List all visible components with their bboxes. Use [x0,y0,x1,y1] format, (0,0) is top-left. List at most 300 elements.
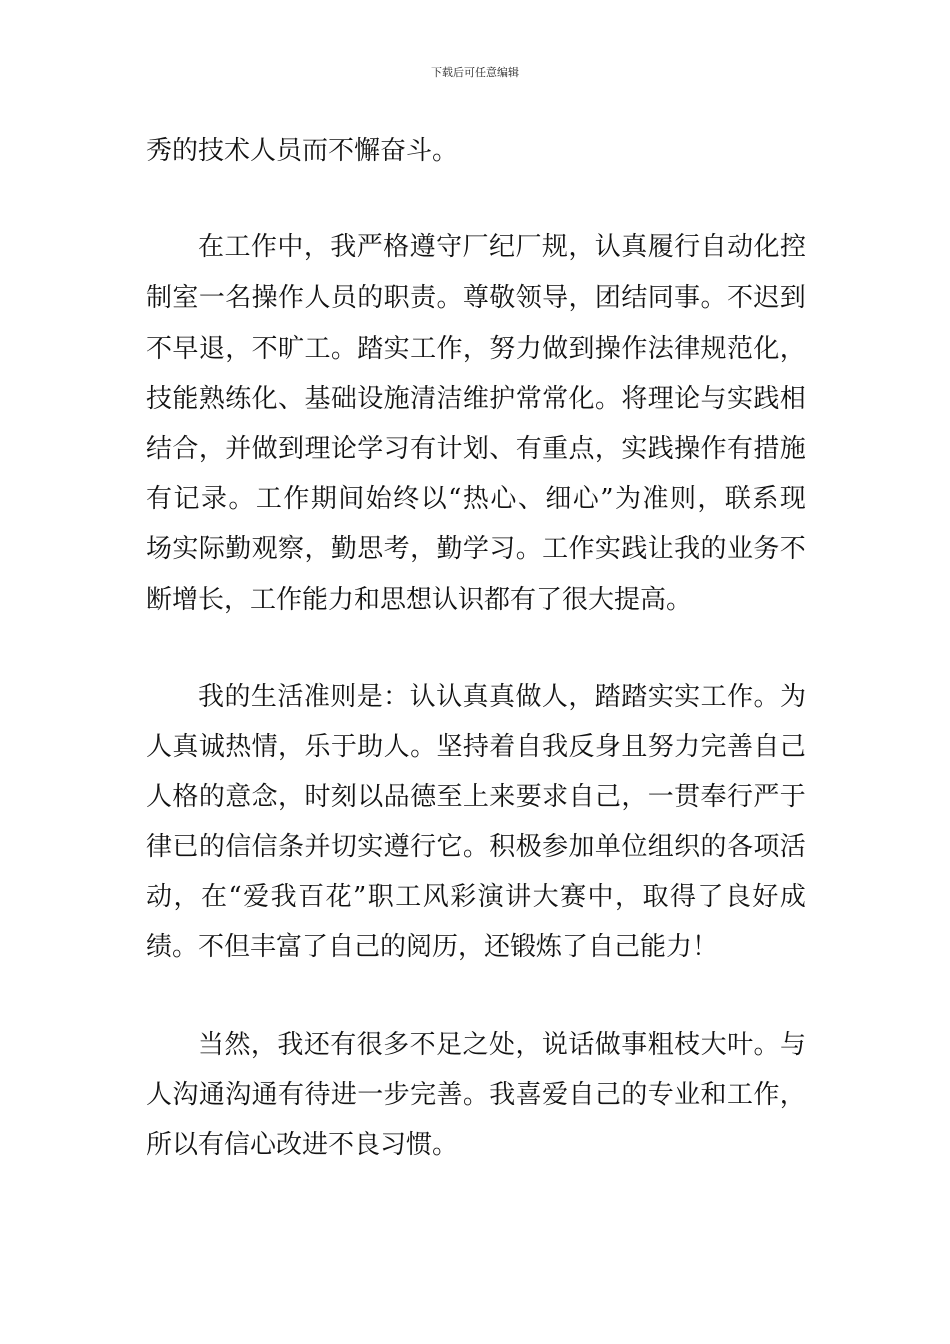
character: 组 [647,832,674,862]
character: 际 [198,534,225,564]
character: 我 [489,1080,516,1110]
character: 习 [489,534,516,564]
character: 名 [225,283,252,313]
character: 的 [621,1080,648,1110]
character: 演 [477,882,504,912]
character: 记 [173,484,200,514]
character: 律 [146,832,173,862]
character: 。 [410,732,437,762]
character: 。 [515,534,542,564]
character: 员 [330,283,357,313]
character: 的 [357,283,384,313]
character: 计 [436,434,463,464]
character: 格 [172,782,199,812]
character: 规 [541,232,568,262]
character: “ [228,882,242,912]
character: 厂 [462,232,489,262]
character: 终 [393,484,420,514]
character: 遵 [383,832,410,862]
character: 常 [515,384,542,414]
character: 还 [303,1030,330,1060]
character: 念 [251,782,278,812]
character: ， [568,283,595,313]
character: 业 [726,534,753,564]
character: 和 [700,1080,727,1110]
paragraph-line [198,232,806,262]
character: 己 [594,1080,621,1110]
character: 作 [250,232,277,262]
character: ， [410,534,437,564]
character: 合 [172,434,199,464]
character: 活 [277,682,304,712]
character: 律 [674,334,701,364]
character: 之 [462,1030,489,1060]
character: 系 [752,484,779,514]
character: 求 [542,782,569,812]
character: 工 [726,1080,753,1110]
character: 操 [674,434,701,464]
paragraph-line: 绩。不但丰富了自己的阅历，还锻炼了自己能力！ [146,932,719,962]
character: 活 [779,832,806,862]
character: 足 [436,1030,463,1060]
character: 枝 [674,1030,701,1060]
character: 职 [383,283,410,313]
character: 粗 [647,1030,674,1060]
character: 录 [200,484,227,514]
character: 热 [462,484,489,514]
character: 爱 [243,882,270,912]
character: 做 [542,334,569,364]
character: “ [448,484,462,514]
paragraph-line: 所以有信心改进不良习惯。 [146,1130,459,1160]
character: 信 [225,832,252,862]
character: 各 [726,832,753,862]
character: 坚 [436,732,463,762]
character: 大 [532,882,559,912]
character: ， [779,1080,806,1110]
character: 自 [568,782,595,812]
character: 赛 [560,882,587,912]
character: 有 [146,484,173,514]
character: 以 [357,782,384,812]
character: 技 [146,384,173,414]
character: 加 [568,832,595,862]
character: 于 [330,732,357,762]
character: 话 [568,1030,595,1060]
character: 有 [515,434,542,464]
character: 、 [517,484,544,514]
character: 切 [330,832,357,862]
character: 真 [172,732,199,762]
character: 遵 [409,232,436,262]
character: 责 [410,283,437,313]
character: 作 [436,334,463,364]
character: 作 [700,434,727,464]
character: 。 [462,1080,489,1110]
character: 领 [515,283,542,313]
paragraph-line [146,882,806,912]
paragraph-line [146,434,806,464]
character: 将 [621,384,648,414]
character: 己 [594,782,621,812]
character: 认 [594,232,621,262]
character: 意 [225,782,252,812]
character: 。 [228,484,255,514]
character: 位 [621,832,648,862]
character: 于 [779,782,806,812]
character: ， [568,682,595,712]
paragraph-line: 秀的技术人员而不懈奋斗。 [146,136,459,166]
character: 作 [727,682,754,712]
character: 认 [436,682,463,712]
character: 做 [515,682,542,712]
character: 当 [198,1030,225,1060]
character: 实 [172,534,199,564]
character: 项 [753,832,780,862]
character: 实 [674,682,701,712]
character: 织 [674,832,701,862]
character: 常 [542,384,569,414]
character: ， [515,1030,542,1060]
character: 为 [615,484,642,514]
character: 中 [277,232,304,262]
character: 沟 [172,1080,199,1110]
character: 生 [250,682,277,712]
character: 维 [462,384,489,414]
character: 思 [357,534,384,564]
character: 作 [753,1080,780,1110]
character: 它 [436,832,463,862]
character: 熟 [198,384,225,414]
character: 厂 [515,232,542,262]
character: 到 [278,434,305,464]
character: 有 [330,1030,357,1060]
character: 洁 [436,384,463,414]
character: 心 [572,484,599,514]
character: 以 [420,484,447,514]
character: ， [568,232,595,262]
character: 真 [621,232,648,262]
character: 范 [726,334,753,364]
character: 有 [726,434,753,464]
character: 敬 [489,283,516,313]
character: 良 [724,882,751,912]
character: ， [278,732,305,762]
character: 人 [383,732,410,762]
character: 上 [462,782,489,812]
character: 诚 [198,732,225,762]
character: 叶 [727,1030,754,1060]
paragraph-line [146,1080,806,1110]
character: 不 [409,1030,436,1060]
character: 讲 [505,882,532,912]
character: 践 [647,434,674,464]
character: 人 [146,1080,173,1110]
character: 并 [225,434,252,464]
character: ， [697,484,724,514]
character: 础 [330,384,357,414]
character: 品 [383,782,410,812]
character: 纪 [488,232,515,262]
character: 着 [489,732,516,762]
character: 且 [621,732,648,762]
character: 情 [251,732,278,762]
character: 人 [146,782,173,812]
character: 与 [700,384,727,414]
character: 务 [753,534,780,564]
paragraph-line [146,732,806,762]
character: 职 [367,882,394,912]
character: 刻 [330,782,357,812]
character: 早 [172,334,199,364]
character: 得 [669,882,696,912]
character: 步 [383,1080,410,1110]
character: 格 [383,232,410,262]
character: 做 [594,1030,621,1060]
character: 实 [621,434,648,464]
character: 成 [779,882,806,912]
character: 间 [338,484,365,514]
character: 工 [395,882,422,912]
character: 动 [146,882,173,912]
character: 取 [642,882,669,912]
character: 时 [304,782,331,812]
character: 人 [304,283,331,313]
paragraph-line [146,782,806,812]
character: 我 [674,534,701,564]
character: 现 [779,484,806,514]
character: 一 [647,782,674,812]
character: 专 [647,1080,674,1110]
character: 真 [462,682,489,712]
character: 工 [304,334,331,364]
character: ， [198,434,225,464]
character: 我 [198,682,225,712]
character: 的 [198,832,225,862]
character: 己 [779,732,806,762]
character: 乐 [304,732,331,762]
character: 自 [753,732,780,762]
character: 。 [753,682,780,712]
character: 了 [697,882,724,912]
character: 行 [726,782,753,812]
character: 多 [383,1030,410,1060]
character: 不 [146,334,173,364]
character: 导 [542,283,569,313]
character: 完 [410,1080,437,1110]
character: ， [779,334,806,364]
character: 习 [383,434,410,464]
character: 操 [594,334,621,364]
character: 至 [436,782,463,812]
character: 自 [568,1080,595,1110]
character: 作 [621,334,648,364]
character: 到 [568,334,595,364]
character: 。 [462,832,489,862]
character: 工 [542,534,569,564]
character: 善 [436,1080,463,1110]
character: 论 [330,434,357,464]
character: 自 [700,232,727,262]
character: 喜 [515,1080,542,1110]
paragraph-line [198,682,806,712]
character: ” [600,484,614,514]
character: 严 [753,782,780,812]
character: 善 [726,732,753,762]
character: 人 [146,732,173,762]
character: 好 [752,882,779,912]
character: 让 [647,534,674,564]
character: 操 [251,283,278,313]
character: 力 [515,334,542,364]
character: 踏 [594,682,621,712]
character: 勤 [225,534,252,564]
character: 说 [541,1030,568,1060]
character: 的 [224,682,251,712]
character: 单 [594,832,621,862]
character: 真 [488,682,515,712]
character: 施 [779,434,806,464]
character: ， [173,882,200,912]
character: ， [303,232,330,262]
character: ， [615,882,642,912]
character: 贯 [674,782,701,812]
character: 则 [330,682,357,712]
character: ， [462,334,489,364]
character: 积 [489,832,516,862]
character: 始 [365,484,392,514]
character: 实 [647,682,674,712]
character: 准 [303,682,330,712]
character: 。 [330,334,357,364]
character: 事 [674,283,701,313]
character: 点 [568,434,595,464]
character: ， [621,782,648,812]
character: 。 [700,283,727,313]
character: ， [250,1030,277,1060]
character: 护 [489,384,516,414]
character: 化 [753,232,780,262]
character: 信 [251,832,278,862]
character: 努 [647,732,674,762]
character: 自 [515,732,542,762]
character: 室 [172,283,199,313]
character: 在 [200,882,227,912]
character: 团 [594,283,621,313]
character: 一 [198,283,225,313]
character: ， [304,534,331,564]
character: 我 [270,882,297,912]
character: 化 [568,384,595,414]
character: 退 [198,334,225,364]
character: 。 [436,283,463,313]
character: 风 [422,882,449,912]
character: 理 [647,384,674,414]
character: 实 [726,384,753,414]
character: 学 [462,534,489,564]
character: 划 [462,434,489,464]
character: 。 [594,384,621,414]
character: 学 [357,434,384,464]
character: 行 [674,232,701,262]
character: 考 [383,534,410,564]
character: 要 [515,782,542,812]
character: 处 [488,1030,515,1060]
character: 作 [283,484,310,514]
character: 能 [172,384,199,414]
character: 我 [542,732,569,762]
character: 勤 [436,534,463,564]
character: 的 [198,782,225,812]
character: 作 [278,283,305,313]
character: 论 [674,384,701,414]
paragraph-line [198,1030,806,1060]
character: 彩 [450,882,477,912]
character: 来 [489,782,516,812]
character: 同 [647,283,674,313]
character: 细 [545,484,572,514]
character: 踏 [357,334,384,364]
character: 基 [304,384,331,414]
character: 花 [325,882,352,912]
paragraph-line [146,832,806,862]
character: 践 [621,534,648,564]
character: 有 [278,1080,305,1110]
character: 做 [251,434,278,464]
paragraph-line [146,534,806,564]
character: 练 [225,384,252,414]
character: 有 [410,434,437,464]
character: 已 [172,832,199,862]
character: 相 [779,384,806,414]
character: 极 [515,832,542,862]
character: 事 [621,1030,648,1060]
character: 工 [410,334,437,364]
character: 德 [410,782,437,812]
character: 反 [568,732,595,762]
character: 大 [700,1030,727,1060]
character: 通 [251,1080,278,1110]
character: 业 [674,1080,701,1110]
character: 中 [587,882,614,912]
paragraph-line: 断增长，工作能力和思想认识都有了很大提高。 [146,585,693,615]
character: 是 [356,682,383,712]
character: 并 [304,832,331,862]
character: 不 [726,283,753,313]
character: 严 [356,232,383,262]
character: 与 [779,1030,806,1060]
character: 旷 [278,334,305,364]
character: 作 [568,534,595,564]
paragraph-line [146,283,806,313]
character: 为 [779,682,806,712]
character: 、 [489,434,516,464]
character: 完 [700,732,727,762]
character: 实 [357,832,384,862]
character: 在 [198,232,225,262]
character: 通 [198,1080,225,1110]
character: 准 [642,484,669,514]
character: 结 [146,434,173,464]
character: 人 [541,682,568,712]
character: 认 [409,682,436,712]
character: 期 [310,484,337,514]
character: 爱 [542,1080,569,1110]
character: 奉 [700,782,727,812]
character: 法 [647,334,674,364]
character: 待 [304,1080,331,1110]
character: 我 [330,232,357,262]
